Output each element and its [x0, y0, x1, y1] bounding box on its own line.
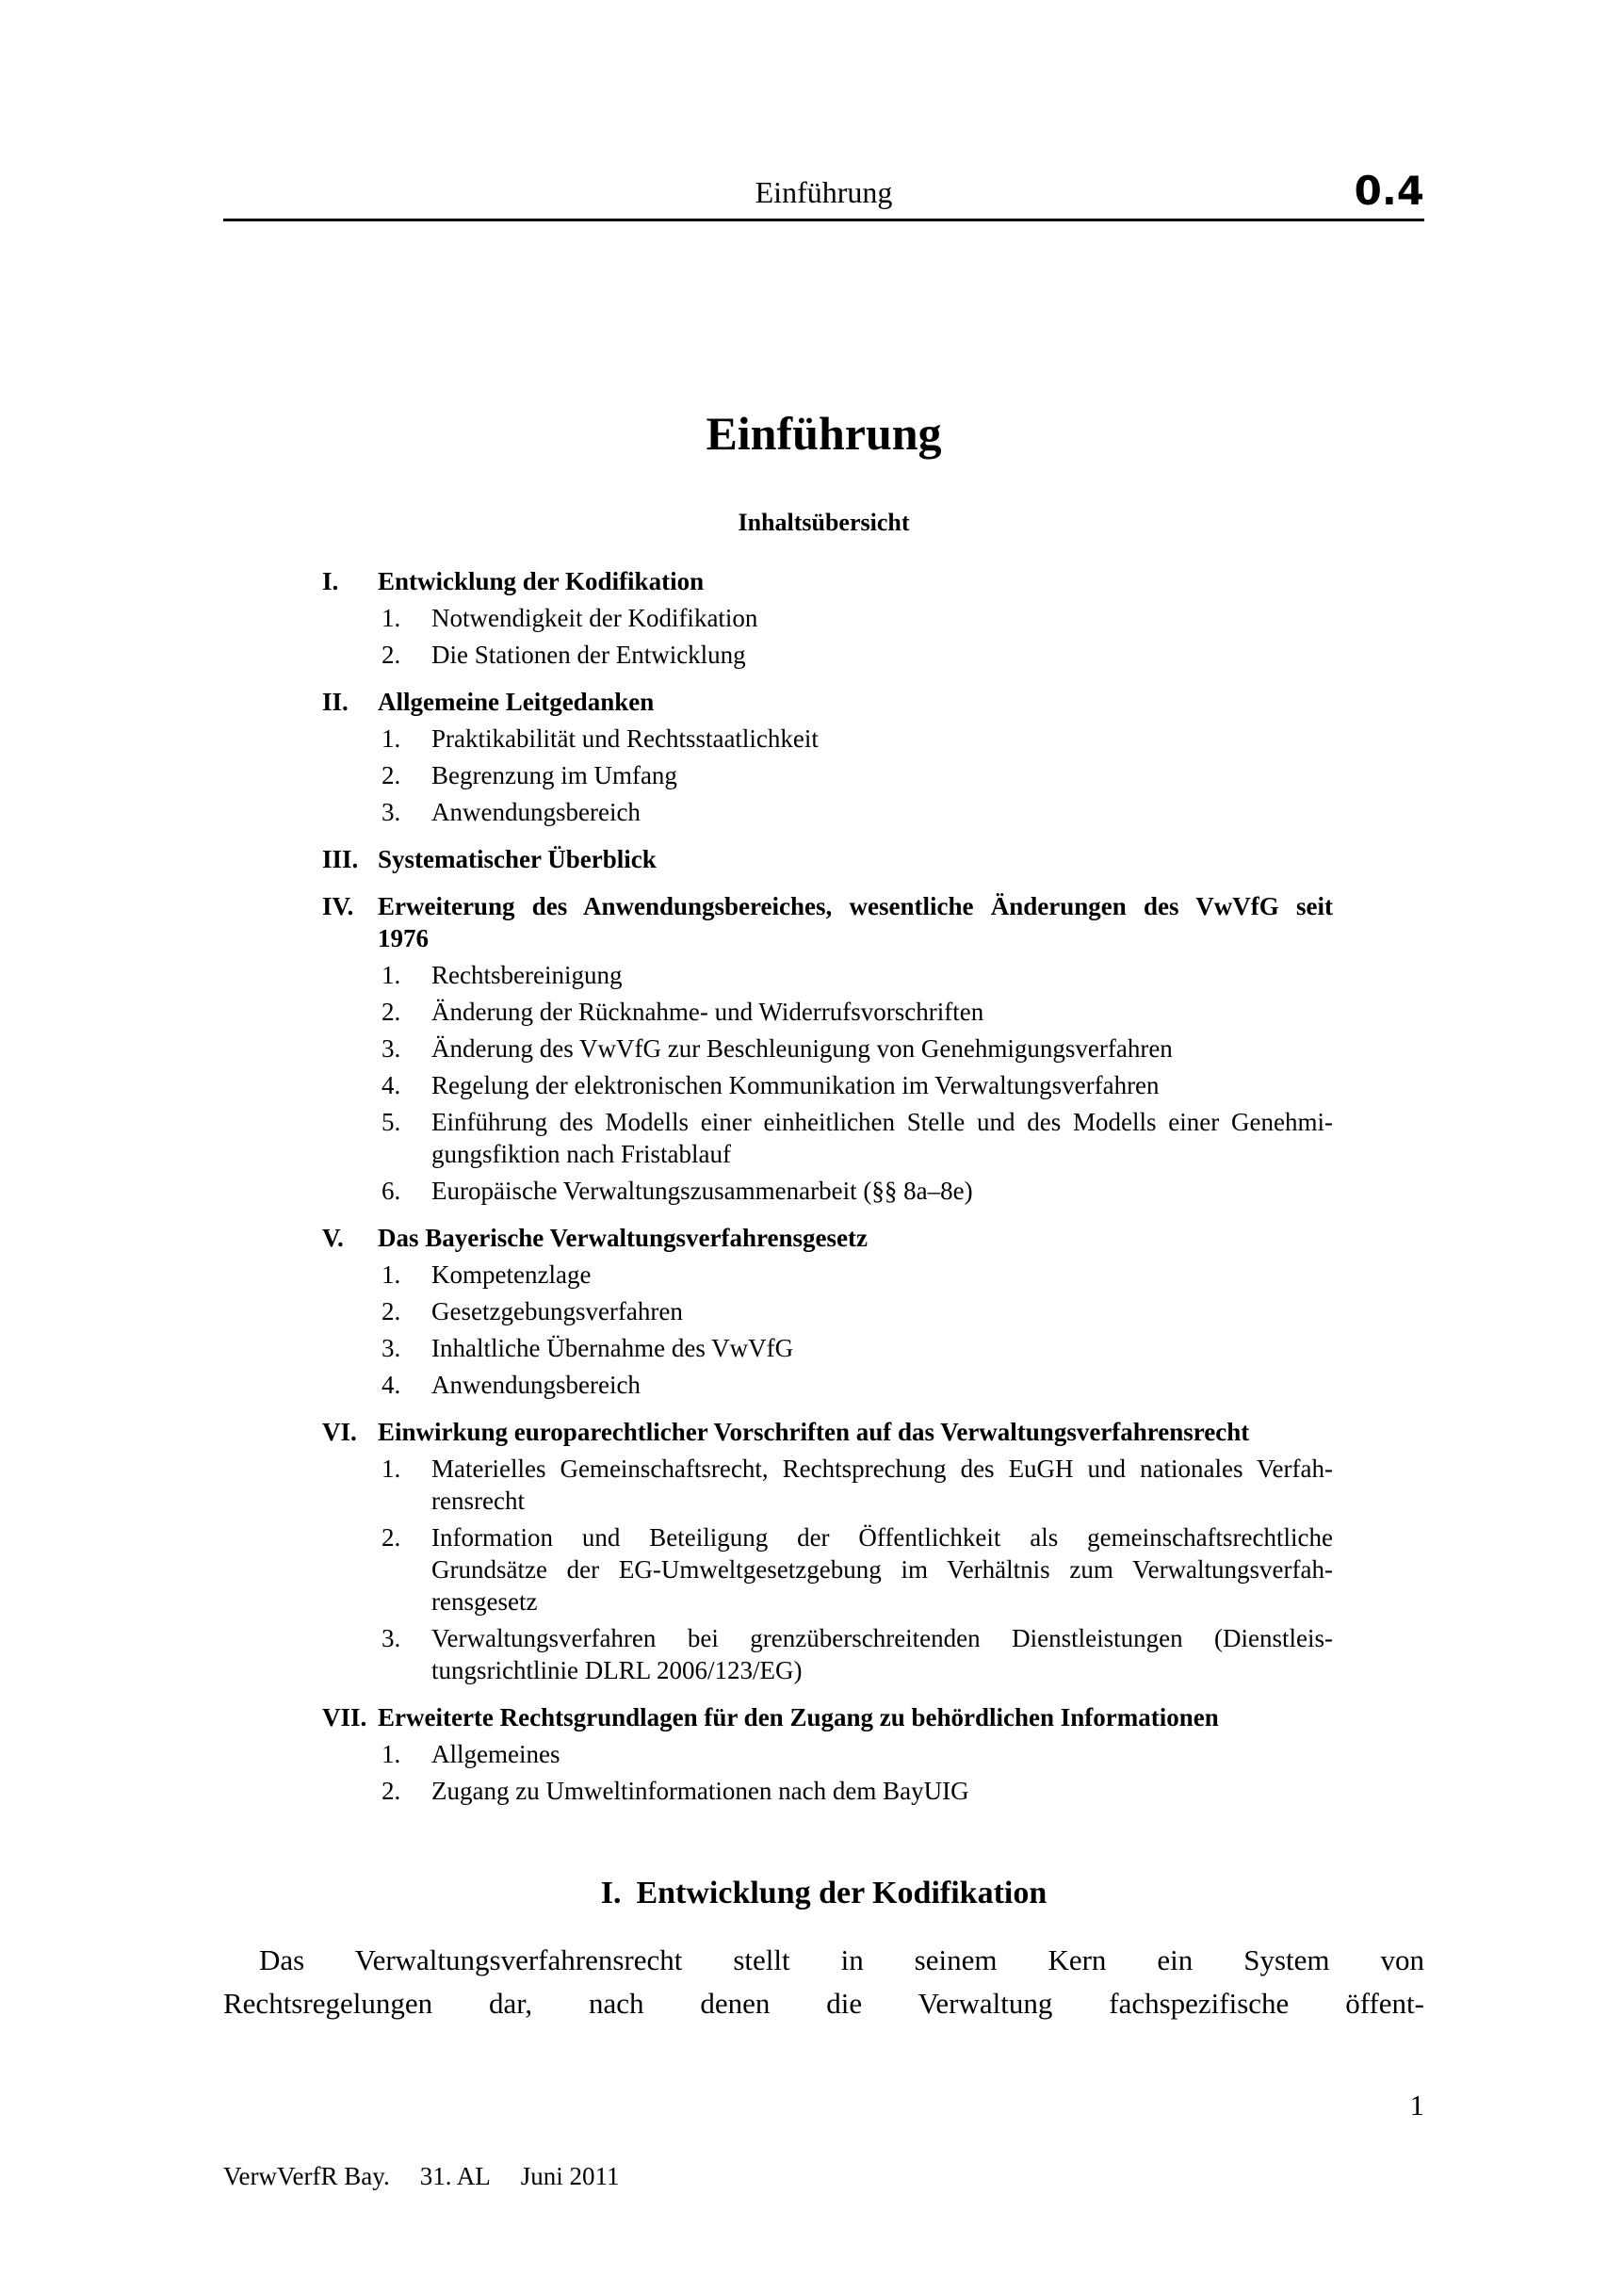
toc-item-text: Kompetenzlage [431, 1260, 592, 1289]
toc-item-text: Inhaltliche Übernahme des VwVfG [431, 1334, 794, 1362]
toc-item-text: Notwendigkeit der Kodifikation [431, 604, 758, 632]
toc-section-numeral: VII. [322, 1703, 367, 1731]
toc-item [382, 1775, 1333, 1807]
toc-item-text: Praktikabilität und Rechtsstaatlichkeit [431, 724, 819, 753]
toc-item-number: 2. [382, 761, 401, 789]
toc-item-text: Änderung der Rücknahme- und Widerrufsvorschriften [431, 998, 984, 1026]
toc-item [382, 602, 1333, 634]
toc-item-number: 6. [382, 1177, 401, 1205]
body-section-heading [223, 1875, 1424, 1912]
toc-item-text: Verwaltungsverfahren bei grenzüberschreitenden Dienstleistungen (Dienstleis- tungsrichtlinie DLRL 2006/123/EG) [431, 1624, 1333, 1684]
toc-heading: Inhaltsübersicht [738, 509, 910, 536]
toc-section-heading [322, 843, 1333, 875]
running-title: Einführung [755, 175, 893, 209]
toc-item [382, 1106, 1333, 1170]
toc-item-text: Rechtsbereinigung [431, 961, 623, 989]
toc-item-text: Die Stationen der Entwicklung [431, 641, 746, 669]
content-column [223, 0, 1424, 2025]
toc-item-text: Allgemeines [431, 1740, 560, 1768]
toc-item [382, 1032, 1333, 1065]
toc-item-number: 1. [382, 604, 401, 632]
toc-item [382, 1295, 1333, 1327]
page-number: 1 [1409, 2089, 1424, 2121]
toc-section-title: Systematischer Überblick [378, 845, 657, 873]
toc-item-number: 4. [382, 1071, 401, 1099]
toc-item-text: Einführung des Modells einer einheitlichen Stelle und des Modells einer Genehmi- gungsfiktion nach Fristablauf [431, 1108, 1333, 1168]
page-header [223, 0, 1424, 221]
toc-item-number: 2. [382, 998, 401, 1026]
toc-item [382, 1369, 1333, 1401]
table-of-contents [322, 565, 1333, 1807]
toc-item-text: Information und Beteiligung der Öffentlichkeit als gemeinschaftsrechtliche Grundsätze der EG-Umweltgesetzgebung im Verhältnis zum Verwaltungsverfah- rensgesetz [431, 1523, 1333, 1616]
toc-section-numeral: IV. [322, 892, 354, 920]
toc-item [382, 1259, 1333, 1291]
toc-item-number: 2. [382, 641, 401, 669]
toc-section [322, 843, 1333, 875]
body-section-numeral: I. [600, 1876, 622, 1910]
toc-item [382, 1175, 1333, 1207]
toc-item-number: 4. [382, 1371, 401, 1399]
toc-item [382, 1069, 1333, 1101]
footer-publication: VerwVerfR Bay. [223, 2162, 390, 2190]
toc-section [322, 1222, 1333, 1401]
toc-section-numeral: V. [322, 1224, 344, 1252]
page-title: Einführung [706, 407, 942, 460]
toc-item-text: Änderung des VwVfG zur Beschleunigung von Genehmigungsverfahren [431, 1034, 1173, 1063]
toc-item [382, 759, 1333, 791]
toc-item-number: 1. [382, 1455, 401, 1483]
toc-item [382, 639, 1333, 671]
toc-item [382, 1622, 1333, 1686]
toc-item-number: 2. [382, 1777, 401, 1805]
toc-item-number: 3. [382, 798, 401, 826]
toc-item-number: 3. [382, 1624, 401, 1652]
toc-item-number: 3. [382, 1334, 401, 1362]
footer-edition: 31. AL [419, 2162, 491, 2190]
toc-item-text: Zugang zu Umweltinformationen nach dem BayUIG [431, 1777, 969, 1805]
toc-section-title: Einwirkung europarechtlicher Vorschriften auf das Verwaltungsverfahrensrecht [378, 1418, 1250, 1446]
toc-item-number: 2. [382, 1523, 401, 1552]
toc-item-number: 3. [382, 1034, 401, 1063]
toc-item-number: 1. [382, 1740, 401, 1768]
toc-section [322, 686, 1333, 828]
toc-item-number: 1. [382, 1260, 401, 1289]
toc-item [382, 1332, 1333, 1364]
section-number-badge: 0.4 [1354, 168, 1424, 214]
body-paragraph: Das Verwaltungsverfahrensrecht stellt in seinem Kern ein System von Rechtsregelungen dar, nach denen die Verwaltung fachspezifische öffent- [223, 1943, 1424, 2020]
toc-item [382, 996, 1333, 1028]
footer-date: Juni 2011 [520, 2162, 620, 2190]
toc-item [382, 1521, 1333, 1617]
toc-item-text: Gesetzgebungsverfahren [431, 1297, 683, 1325]
toc-section-numeral: I. [322, 567, 339, 595]
toc-section-heading [322, 1701, 1333, 1733]
toc-section-heading [322, 686, 1333, 718]
toc-section-heading [322, 565, 1333, 597]
toc-section-numeral: II. [322, 688, 349, 716]
toc-item-text: Regelung der elektronischen Kommunikation im Verwaltungsverfahren [431, 1071, 1160, 1099]
toc-item [382, 796, 1333, 828]
toc-section [322, 1701, 1333, 1807]
toc-section [322, 890, 1333, 1207]
toc-item [382, 959, 1333, 991]
toc-section-title: Das Bayerische Verwaltungsverfahrensgesetz [378, 1224, 868, 1252]
toc-section [322, 1416, 1333, 1686]
toc-section-numeral: VI. [322, 1418, 357, 1446]
toc-section-title: Entwicklung der Kodifikation [378, 567, 705, 595]
toc-item [382, 1453, 1333, 1517]
toc-section-title: Erweiterung des Anwendungsbereiches, wesentliche Änderungen des VwVfG seit 1976 [378, 892, 1333, 952]
toc-item-text: Begrenzung im Umfang [431, 761, 677, 789]
toc-section-numeral: III. [322, 845, 359, 873]
toc-section-heading [322, 1222, 1333, 1254]
toc-item [382, 723, 1333, 755]
toc-item-number: 1. [382, 724, 401, 753]
toc-section [322, 565, 1333, 671]
toc-item [382, 1738, 1333, 1770]
toc-section-heading [322, 1416, 1333, 1448]
toc-item-text: Materielles Gemeinschaftsrecht, Rechtsprechung des EuGH und nationales Verfah- rensrecht [431, 1455, 1333, 1515]
toc-item-text: Europäische Verwaltungszusammenarbeit (§§ 8a–8e) [431, 1177, 973, 1205]
footer-line [223, 2162, 619, 2190]
toc-section-title: Erweiterte Rechtsgrundlagen für den Zugang zu behördlichen Informationen [378, 1703, 1219, 1731]
toc-item-text: Anwendungsbereich [431, 798, 641, 826]
toc-item-number: 2. [382, 1297, 401, 1325]
toc-section-heading [322, 890, 1333, 954]
body-section-title: Entwicklung der Kodifikation [636, 1876, 1047, 1910]
toc-item-text: Anwendungsbereich [431, 1371, 641, 1399]
toc-item-number: 1. [382, 961, 401, 989]
toc-section-title: Allgemeine Leitgedanken [378, 688, 655, 716]
toc-item-number: 5. [382, 1108, 401, 1136]
